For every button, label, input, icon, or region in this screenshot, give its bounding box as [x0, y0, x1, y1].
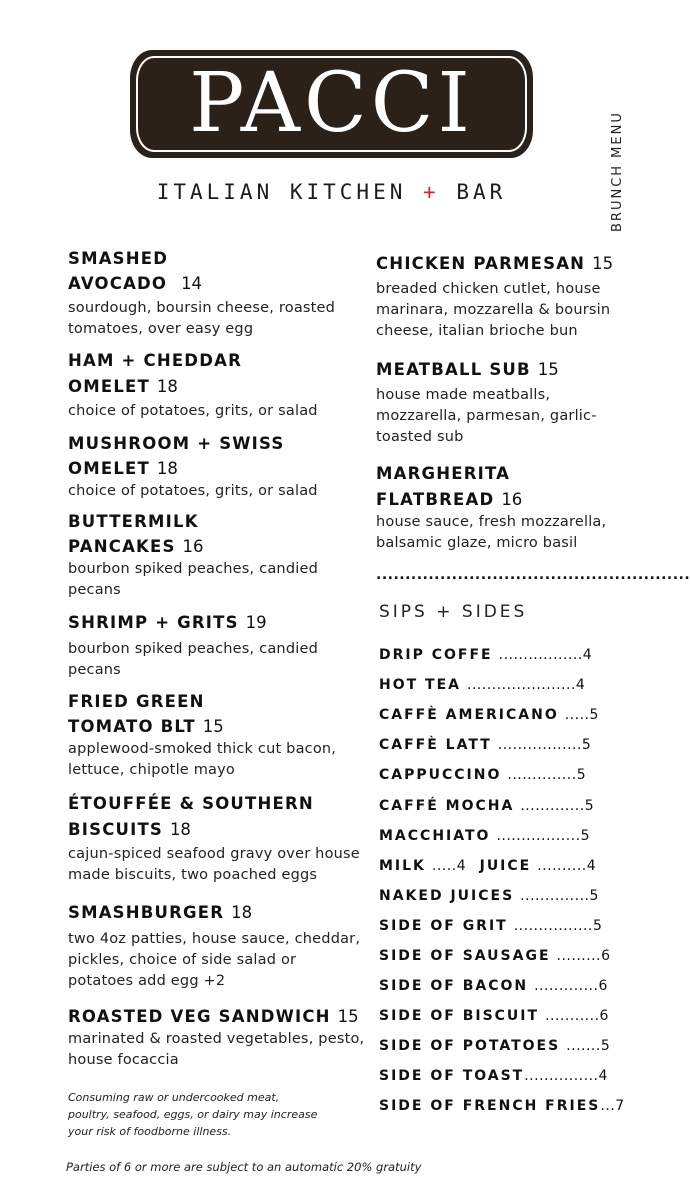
item-name: HAM + CHEDDAR	[68, 351, 242, 370]
item-description: house focaccia	[68, 1052, 179, 1068]
sips-sides-list	[379, 640, 629, 1122]
item-name: SHRIMP + GRITS 19	[68, 613, 267, 632]
list-item: CAFFÈ AMERICANO ..... 5	[379, 707, 599, 724]
item-description: breaded chicken cutlet, house	[376, 281, 601, 297]
sips-sides-title: SIPS + SIDES	[379, 602, 528, 622]
list-item: SIDE OF BISCUIT ........... 6	[379, 1008, 609, 1025]
item-name: BUTTERMILK	[68, 512, 199, 531]
item-price: 15	[202, 717, 224, 736]
list-item: MACCHIATO ................. 5	[379, 827, 590, 844]
menu-item-fried-green-tomato-blt	[68, 689, 336, 781]
item-price: 19	[245, 613, 267, 632]
list-item: SIDE OF GRIT ................ 5	[379, 917, 602, 934]
tagline-left: ITALIAN KITCHEN	[156, 180, 407, 204]
list-item: MILK ..... 4 JUICE .......... 4	[379, 857, 596, 874]
gratuity-notice: Parties of 6 or more are subject to an automatic 20% gratuity	[66, 1160, 422, 1174]
item-description: pecans	[68, 662, 121, 678]
item-description: cheese, italian brioche bun	[376, 323, 578, 339]
item-name: SMASHED	[68, 249, 169, 268]
item-name: FRIED GREEN	[68, 692, 205, 711]
item-description: choice of potatoes, grits, or salad	[68, 483, 318, 499]
menu-item-ham-cheddar-omelet	[68, 348, 318, 422]
item-description: house made meatballs,	[376, 387, 551, 403]
item-name: SMASHBURGER 18	[68, 903, 253, 922]
menu-item-roasted-veg-sandwich	[68, 1004, 364, 1071]
item-price: 14	[181, 274, 203, 293]
item-description: sourdough, boursin cheese, roasted	[68, 300, 336, 316]
item-description: house sauce, fresh mozzarella,	[376, 514, 607, 530]
brunch-menu-label: BRUNCH MENU	[610, 111, 625, 232]
menu-item-meatball-sub	[376, 357, 597, 448]
list-item: HOT TEA ...................... 4	[379, 677, 585, 694]
item-name: TOMATO BLT 15	[68, 717, 224, 736]
menu-item-etouffee-biscuits	[68, 791, 360, 886]
item-name: FLATBREAD 16	[376, 490, 523, 509]
logo	[130, 50, 533, 158]
list-item: DRIP COFFE ................. 4	[379, 647, 592, 664]
item-price: 18	[156, 377, 178, 396]
menu-item-smashed-avocado	[68, 246, 335, 340]
item-name: CHICKEN PARMESAN 15	[376, 254, 614, 273]
list-item: SIDE OF POTATOES ....... 5	[379, 1038, 610, 1055]
menu-item-shrimp-grits	[68, 610, 318, 681]
item-description: bourbon spiked peaches, candied	[68, 641, 318, 657]
item-name: ÉTOUFFÉE & SOUTHERN	[68, 794, 314, 813]
item-description: choice of potatoes, grits, or salad	[68, 403, 318, 419]
item-description: bourbon spiked peaches, candied	[68, 561, 318, 577]
item-description: mozzarella, parmesan, garlic-	[376, 408, 597, 424]
item-description: pickles, choice of side salad or	[68, 952, 297, 968]
item-name: AVOCADO 14	[68, 274, 203, 293]
item-price: 16	[501, 490, 523, 509]
menu-item-chicken-parmesan	[376, 251, 613, 342]
list-item: CAFFÉ MOCHA ............. 5	[379, 797, 594, 814]
list-item: SIDE OF SAUSAGE ......... 6	[379, 947, 611, 964]
item-description: pecans	[68, 582, 121, 598]
item-description: toasted sub	[376, 429, 464, 445]
item-description: made biscuits, two poached eggs	[68, 867, 318, 883]
item-name: ROASTED VEG SANDWICH 15	[68, 1007, 359, 1026]
item-description: cajun-spiced seafood gravy over house	[68, 846, 360, 862]
item-price: 15	[537, 360, 559, 379]
list-item: CAFFÈ LATT ................. 5	[379, 737, 591, 754]
menu-item-smashburger	[68, 900, 360, 992]
tagline	[130, 180, 533, 204]
list-item: NAKED JUICES .............. 5	[379, 887, 599, 904]
item-price: 16	[182, 537, 204, 556]
item-description: balsamic glaze, micro basil	[376, 535, 578, 551]
item-price: 15	[337, 1007, 359, 1026]
tagline-plus: +	[423, 180, 440, 204]
list-item: SIDE OF BACON ............. 6	[379, 978, 608, 995]
dotted-separator: ......................................................	[376, 567, 690, 583]
item-description: marinated & roasted vegetables, pesto,	[68, 1031, 365, 1047]
item-name: OMELET 18	[68, 459, 178, 478]
item-name: OMELET 18	[68, 377, 178, 396]
item-price: 18	[156, 459, 178, 478]
menu-item-margherita-flatbread	[376, 461, 606, 554]
menu-item-buttermilk-pancakes	[68, 509, 318, 601]
item-price: 18	[169, 820, 191, 839]
tagline-right: BAR	[456, 180, 507, 204]
item-description: marinara, mozzarella & boursin	[376, 302, 611, 318]
item-name: BISCUITS 18	[68, 820, 191, 839]
item-name: MUSHROOM + SWISS	[68, 434, 285, 453]
item-name: MARGHERITA	[376, 464, 511, 483]
item-price: 18	[231, 903, 253, 922]
item-name: PANCAKES 16	[68, 537, 204, 556]
list-item: CAPPUCCINO .............. 5	[379, 767, 586, 784]
item-description: two 4oz patties, house sauce, cheddar,	[68, 931, 361, 947]
item-description: potatoes add egg +2	[68, 973, 226, 989]
logo-text: PACCI	[189, 56, 474, 151]
food-safety-disclaimer: Consuming raw or undercooked meat, poultry, seafood, eggs, or dairy may increase your risk of foodborne illness.	[68, 1091, 318, 1138]
list-item: SIDE OF FRENCH FRIES ... 7	[379, 1098, 625, 1115]
item-description: lettuce, chipotle mayo	[68, 762, 235, 778]
item-description: tomatoes, over easy egg	[68, 321, 254, 337]
list-item: SIDE OF TOAST ............... 4	[379, 1068, 608, 1085]
menu-item-mushroom-swiss-omelet	[68, 431, 318, 502]
item-name: MEATBALL SUB 15	[376, 360, 559, 379]
item-price: 15	[592, 254, 614, 273]
item-description: applewood-smoked thick cut bacon,	[68, 741, 337, 757]
